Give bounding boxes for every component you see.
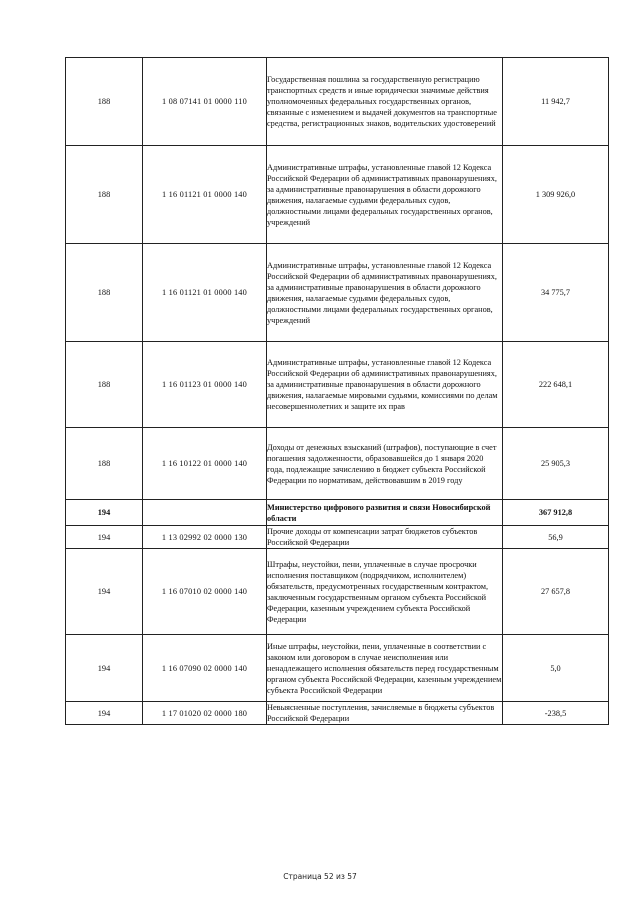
table-row (66, 244, 609, 342)
revenue-name-cell: Административные штрафы, установленные главой 12 Кодекса Российской Федерации об административных правонарушениях, за административные правонарушения в области дорожного движения, налагаемые судьями федеральных судов, должностными лицами федеральных государственных органов, учреждений (267, 146, 503, 244)
revenue-table (65, 57, 609, 725)
amount-cell: 1 309 926,0 (503, 146, 609, 244)
amount-cell: 367 912,8 (503, 500, 609, 526)
revenue-code-cell (143, 500, 267, 526)
table-row (66, 526, 609, 549)
admin-code-cell: 194 (66, 702, 143, 725)
revenue-name-cell: Иные штрафы, неустойки, пени, уплаченные в соответствии с законом или договором в случае неисполнения или ненадлежащего исполнения обязательств перед государственным органом субъекта Российской Федерации, казенным учреждением субъекта Российской Федерации (267, 635, 503, 702)
admin-code-cell: 188 (66, 342, 143, 428)
revenue-name-cell: Прочие доходы от компенсации затрат бюджетов субъектов Российской Федерации (267, 526, 503, 549)
revenue-name-cell: Штрафы, неустойки, пени, уплаченные в случае просрочки исполнения поставщиком (подрядчиком, исполнителем) обязательств, предусмотренных государственным контрактом, заключенным государственным органом субъекта Российской Федерации, казенным учреждением субъекта Российской Федерации (267, 549, 503, 635)
admin-code-cell: 194 (66, 500, 143, 526)
admin-code-cell: 188 (66, 428, 143, 500)
revenue-code-cell: 1 13 02992 02 0000 130 (143, 526, 267, 549)
revenue-code-cell: 1 16 01123 01 0000 140 (143, 342, 267, 428)
table-row (66, 500, 609, 526)
table-row (66, 342, 609, 428)
table-row (66, 146, 609, 244)
revenue-code-cell: 1 16 07090 02 0000 140 (143, 635, 267, 702)
table-row (66, 428, 609, 500)
admin-code-cell: 188 (66, 58, 143, 146)
amount-cell: 5,0 (503, 635, 609, 702)
page-footer: Страница 52 из 57 (283, 872, 357, 881)
amount-cell: 56,9 (503, 526, 609, 549)
amount-cell: 25 905,3 (503, 428, 609, 500)
revenue-code-cell: 1 08 07141 01 0000 110 (143, 58, 267, 146)
amount-cell: -238,5 (503, 702, 609, 725)
revenue-code-cell: 1 16 01121 01 0000 140 (143, 244, 267, 342)
amount-cell: 11 942,7 (503, 58, 609, 146)
revenue-name-cell: Административные штрафы, установленные главой 12 Кодекса Российской Федерации об административных правонарушениях, за административные правонарушения в области дорожного движения, налагаемые мировыми судьями, комиссиями по делам несовершеннолетних и защите их прав (267, 342, 503, 428)
table-row (66, 702, 609, 725)
amount-cell: 27 657,8 (503, 549, 609, 635)
revenue-code-cell: 1 16 01121 01 0000 140 (143, 146, 267, 244)
revenue-code-cell: 1 17 01020 02 0000 180 (143, 702, 267, 725)
admin-code-cell: 194 (66, 526, 143, 549)
admin-code-cell: 194 (66, 635, 143, 702)
admin-code-cell: 188 (66, 244, 143, 342)
revenue-name-cell: Административные штрафы, установленные главой 12 Кодекса Российской Федерации об административных правонарушениях, за административные правонарушения в области дорожного движения, налагаемые судьями федеральных судов, должностными лицами федеральных государственных органов, учреждений (267, 244, 503, 342)
amount-cell: 34 775,7 (503, 244, 609, 342)
admin-code-cell: 188 (66, 146, 143, 244)
admin-code-cell: 194 (66, 549, 143, 635)
revenue-name-cell: Доходы от денежных взысканий (штрафов), поступающие в счет погашения задолженности, образовавшейся до 1 января 2020 года, подлежащие зачислению в бюджет субъекта Российской Федерации по нормативам, действовавшим в 2019 году (267, 428, 503, 500)
revenue-name-cell: Министерство цифрового развития и связи Новосибирской области (267, 500, 503, 526)
revenue-name-cell: Невыясненные поступления, зачисляемые в бюджеты субъектов Российской Федерации (267, 702, 503, 725)
table-row (66, 58, 609, 146)
table-row (66, 635, 609, 702)
amount-cell: 222 648,1 (503, 342, 609, 428)
revenue-name-cell: Государственная пошлина за государственную регистрацию транспортных средств и иные юридически значимые действия уполномоченных федеральных государственных органов, связанные с изменением и выдачей документов на транспортные средства, регистрационных знаков, водительских удостоверений (267, 58, 503, 146)
revenue-code-cell: 1 16 10122 01 0000 140 (143, 428, 267, 500)
table-row (66, 549, 609, 635)
revenue-code-cell: 1 16 07010 02 0000 140 (143, 549, 267, 635)
